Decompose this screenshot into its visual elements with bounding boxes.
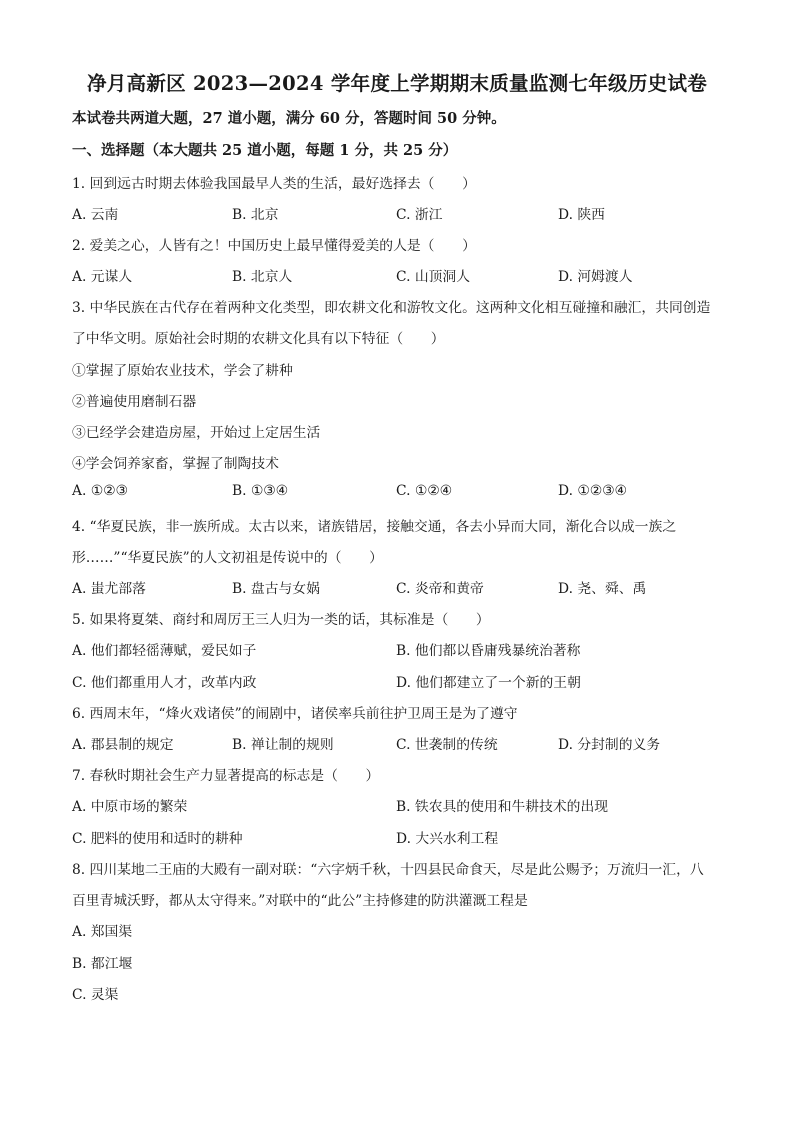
- option-d: D. 河姆渡人: [558, 269, 633, 285]
- option-a: A. 云南: [72, 207, 119, 223]
- question-6-stem: 6. 西周末年，“烽火戏诸侯”的闹剧中，诸侯率兵前往护卫周王是为了遵守: [72, 706, 518, 722]
- question-5-stem: 5. 如果将夏桀、商纣和周厉王三人归为一类的话，其标准是（ ）: [72, 612, 490, 628]
- question-3-statement-3: ③已经学会建造房屋，开始过上定居生活: [72, 425, 321, 441]
- question-2-stem: 2. 爱美之心，人皆有之！中国历史上最早懂得爱美的人是（ ）: [72, 238, 476, 254]
- question-8-stem-cont: 百里青城沃野，都从太守得来。”对联中的“此公”主持修建的防洪灌溉工程是: [72, 893, 528, 909]
- option-b: B. ①③④: [232, 483, 289, 499]
- option-c: C. 肥料的使用和适时的耕种: [72, 831, 243, 847]
- option-c: C. ①②④: [396, 483, 452, 499]
- option-b: B. 北京: [232, 207, 279, 223]
- option-a: A. 元谋人: [72, 269, 133, 285]
- option-b: B. 他们都以昏庸残暴统治著称: [396, 643, 581, 659]
- question-3-statement-4: ④学会饲养家畜，掌握了制陶技术: [72, 456, 279, 472]
- option-d: D. ①②③④: [558, 483, 627, 499]
- option-b: B. 北京人: [232, 269, 293, 285]
- question-7-stem: 7. 春秋时期社会生产力显著提高的标志是（ ）: [72, 768, 380, 784]
- question-5-options-row2: [72, 671, 734, 691]
- option-c: C. 浙江: [396, 207, 443, 223]
- option-b: B. 盘古与女娲: [232, 581, 320, 597]
- question-4-options: [72, 577, 734, 597]
- option-a: A. 蚩尤部落: [72, 581, 146, 597]
- question-5-options-row1: [72, 639, 734, 659]
- question-3-stem: 3. 中华民族在古代存在着两种文化类型，即农耕文化和游牧文化。这两种文化相互碰撞和融汇，共同创造: [72, 300, 711, 316]
- question-3-statement-1: ①掌握了原始农业技术，学会了耕种: [72, 363, 293, 379]
- option-a: A. 郡县制的规定: [72, 737, 174, 753]
- option-a: A. ①②③: [72, 483, 128, 499]
- option-d: D. 陕西: [558, 207, 605, 223]
- question-4-stem: 4. “华夏民族，非一族所成。太古以来，诸族错居，接触交通，各去小异而大同，渐化合以成一族之: [72, 519, 677, 535]
- option-b: B. 铁农具的使用和牛耕技术的出现: [396, 799, 609, 815]
- question-3-stem-cont: 了中华文明。原始社会时期的农耕文化具有以下特征（ ）: [72, 331, 445, 347]
- question-6-options: [72, 733, 734, 753]
- option-c: C. 世袭制的传统: [396, 737, 498, 753]
- option-c: C. 炎帝和黄帝: [396, 581, 484, 597]
- question-7-options-row2: [72, 827, 734, 847]
- question-7-options-row1: [72, 795, 734, 815]
- option-b: B. 禅让制的规则: [232, 737, 334, 753]
- option-b: B. 都江堰: [72, 956, 133, 972]
- section-heading: 一、选择题（本大题共 25 道小题，每题 1 分，共 25 分）: [72, 142, 458, 159]
- exam-title: 净月高新区 2023—2024 学年度上学期期末质量监测七年级历史试卷: [86, 72, 708, 95]
- option-d: D. 分封制的义务: [558, 737, 661, 753]
- question-1-stem: 1. 回到远古时期去体验我国最早人类的生活，最好选择去（ ）: [72, 176, 476, 192]
- question-3-statement-2: ②普遍使用磨制石器: [72, 394, 197, 410]
- option-a: A. 他们都轻徭薄赋，爱民如子: [72, 643, 257, 659]
- exam-instructions: 本试卷共两道大题，27 道小题，满分 60 分，答题时间 50 分钟。: [72, 110, 506, 127]
- option-d: D. 尧、舜、禹: [558, 581, 647, 597]
- question-8-stem: 8. 四川某地二王庙的大殿有一副对联：“六字炳千秋，十四县民命食天，尽是此公赐予；万流归一汇，八: [72, 862, 704, 878]
- option-d: D. 大兴水利工程: [396, 831, 499, 847]
- question-2-options: [72, 265, 734, 285]
- option-c: C. 灵渠: [72, 987, 119, 1003]
- option-d: D. 他们都建立了一个新的王朝: [396, 675, 581, 691]
- question-3-options: [72, 483, 734, 503]
- option-a: A. 中原市场的繁荣: [72, 799, 188, 815]
- question-4-stem-cont: 形……”“华夏民族”的人文初祖是传说中的（ ）: [72, 550, 383, 566]
- option-c: C. 他们都重用人才，改革内政: [72, 675, 257, 691]
- option-c: C. 山顶洞人: [396, 269, 471, 285]
- option-a: A. 郑国渠: [72, 924, 133, 940]
- question-1-options: [72, 203, 734, 223]
